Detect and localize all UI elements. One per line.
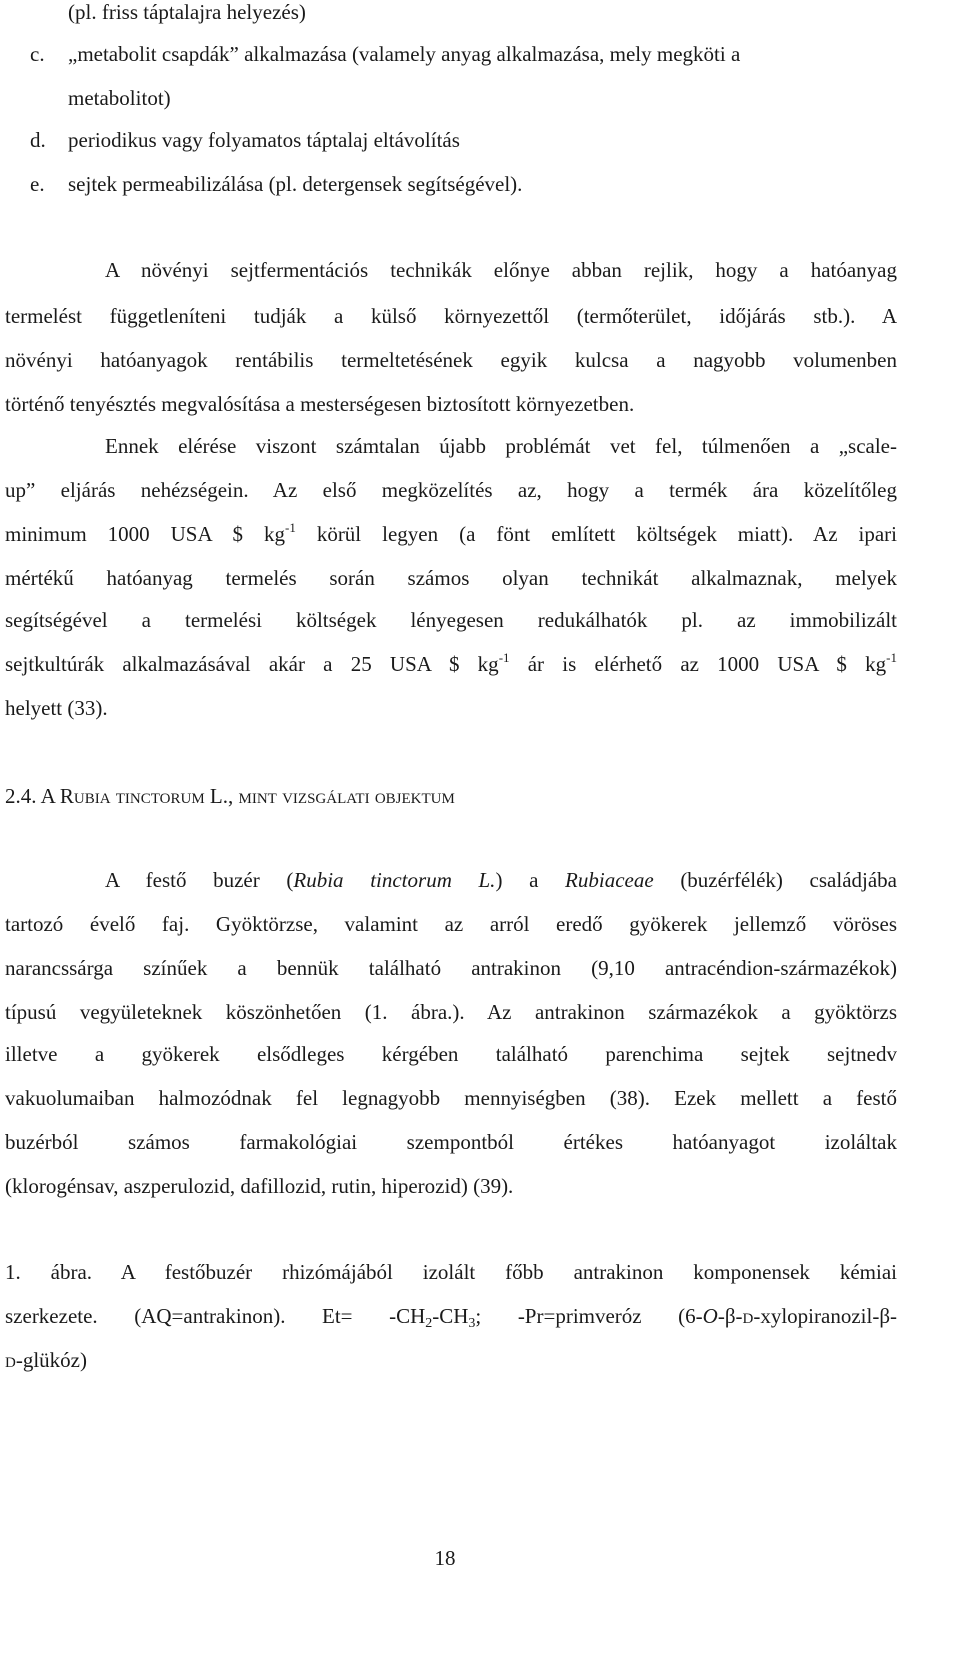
page-number: 18	[434, 1546, 456, 1570]
list-item-c-continued: metabolitot)	[68, 86, 171, 110]
document-page: (pl. friss táptalajra helyezés) c. „metabolit csapdák” alkalmazása (valamely anyag alkalmazása, mely megköti a metabolitot) d. periodikus vagy folyamatos táptalaj eltávolítás e. sejtek permeabilizálása (pl. detergensek segítségével). A növényi sejtfermentációs technikák előnye abban rejlik, hogy a hatóanyag termelést függetleníteni tudják a külső környezettől (termőterület, időjárás stb.). A növényi hatóanyagok rentábilis termeltetésének egyik kulcsa a nagyobb volumenben történő tenyésztés megvalósítása a mesterségesen biztosított környezetben. Ennek elérése viszont számtalan újabb problémát vet fel, túlmenően a „scale- up” eljárás nehézségein. Az első megközelítés az, hogy a termék ára közelítőleg minimum 1000 USA $ $kg^{-1}$ körül legyen (a fönt említett költségek miatt). Az ipari mértékű hatóanyag termelés során számos olyan technikát alkalmaznak, melyek segítségével a termelési költségek lényegesen redukálhatók pl. az immobilizált sejtkultúrák alkalmazásával akár a 25 USA $ $kg^{-1}$ ár is elérhető az 1000 USA $ $kg^{-1}$ helyett (33). 2.4. A Rubia tinctorum L., mint vizsgálati objektum A festő buzér (Rubia tinctorum L.) a Rubiaceae (buzérfélék) családjába tartozó évelő faj. Gyöktörzse, valamint az arról eredő gyökerek jellemző vöröses narancssárga színűek a bennük található antrakinon (9,10 antracéndion-származékok) típusú vegyületeknek köszönhetően (1. ábra.). Az antrakinon származékok a gyöktörzs illetve a gyökerek elsődleges kérgében található parenchima sejtek sejtnedv vakuolumaiban halmozódnak fel legnagyobb mennyiségben (38). Ezek mellett a festő buzérból számos farmakológiai szempontból értékes hatóanyagot izoláltak (klorogénsav, aszperulozid, dafillozid, rutin, hiperozid) (39). 1. ábra. A festőbuzér rhizómájából izolált főbb antrakinon komponensek kémiai szerkezete. (AQ=antrakinon). $Et= -CH_2-CH_3$; -Pr=primveróz (6-O-β-d-xylopiranozil-β- d-glükóz) 18	[0, 0, 960, 1670]
list-continuation: (pl. friss táptalajra helyezés)	[68, 0, 306, 24]
section-heading: 2.4. A Rubia tinctorum L., mint vizsgálati objektum	[5, 784, 455, 808]
list-item-c: c. „metabolit csapdák” alkalmazása (valamely anyag alkalmazása, mely megköti a	[30, 42, 741, 66]
list-item-e: e. sejtek permeabilizálása (pl. detergensek segítségével).	[30, 172, 523, 196]
list-letter: c.	[30, 42, 45, 66]
list-letter: e.	[30, 172, 45, 196]
list-item-d: d. periodikus vagy folyamatos táptalaj eltávolítás	[30, 128, 460, 152]
list-letter: d.	[30, 128, 46, 152]
